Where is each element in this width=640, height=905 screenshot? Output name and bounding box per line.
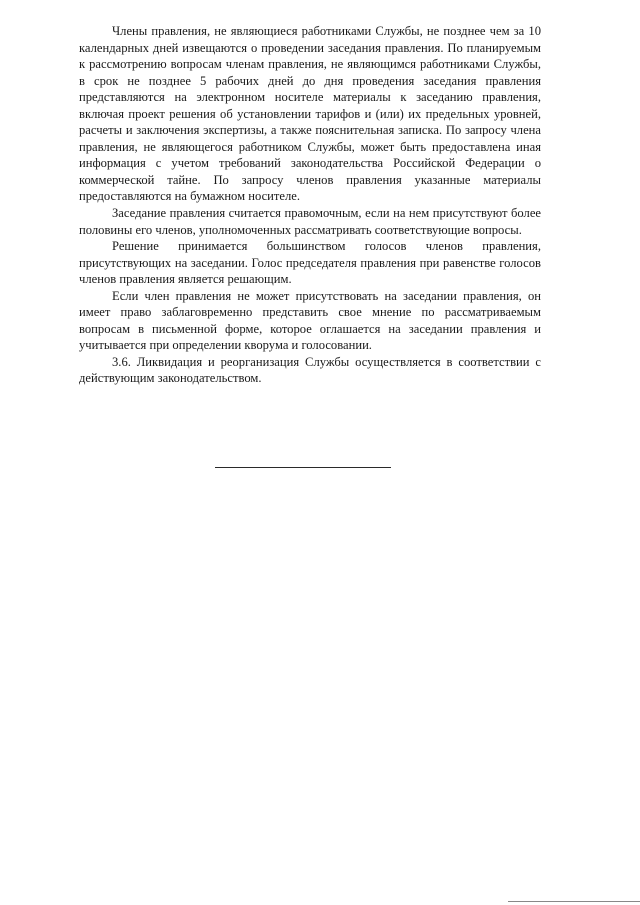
- paragraph-decision-majority: Решение принимается большинством голосов членов правления, присутствующих на заседании. Голос председателя правления при равенстве голосов членов правления является решающим.: [79, 239, 541, 287]
- end-of-text-rule: [215, 467, 391, 468]
- paragraph-liquidation: 3.6. Ликвидация и реорганизация Службы осуществляется в соответствии с действующим законодательством.: [79, 354, 541, 386]
- paragraph-board-notification: Члены правления, не являющиеся работниками Службы, не позднее чем за 10 календарных дней извещаются о проведении заседания правления. По планируемым к рассмотрению вопросам членам правления, не являющимся работниками Службы, в срок не позднее 5 рабочих дней до дня проведения заседания правления представляются на электронном носителе материалы к заседанию правления, включая проект решения об установлении тарифов и (или) их предельных уровней, расчеты и заключения экспертизы, а также пояснительная записка. По запросу члена правления, не являющегося работником Службы, может быть предоставлена иная информация с учетом требований законодательства Российской Федерации о коммерческой тайне. По запросу членов правления указанные материалы предоставляются на бумажном носителе.: [79, 24, 541, 204]
- document-body: [79, 23, 541, 387]
- paragraph-quorum: Заседание правления считается правомочным, если на нем присутствуют более половины его членов, уполномоченных рассматривать соответствующие вопросы.: [79, 206, 541, 237]
- scan-edge-line: [508, 901, 640, 902]
- paragraph-written-opinion: Если член правления не может присутствовать на заседании правления, он имеет право заблаговременно представить свое мнение по рассматриваемым вопросам в письменной форме, которое оглашается на заседании правления и учитывается при определении кворума и голосовании.: [79, 288, 541, 353]
